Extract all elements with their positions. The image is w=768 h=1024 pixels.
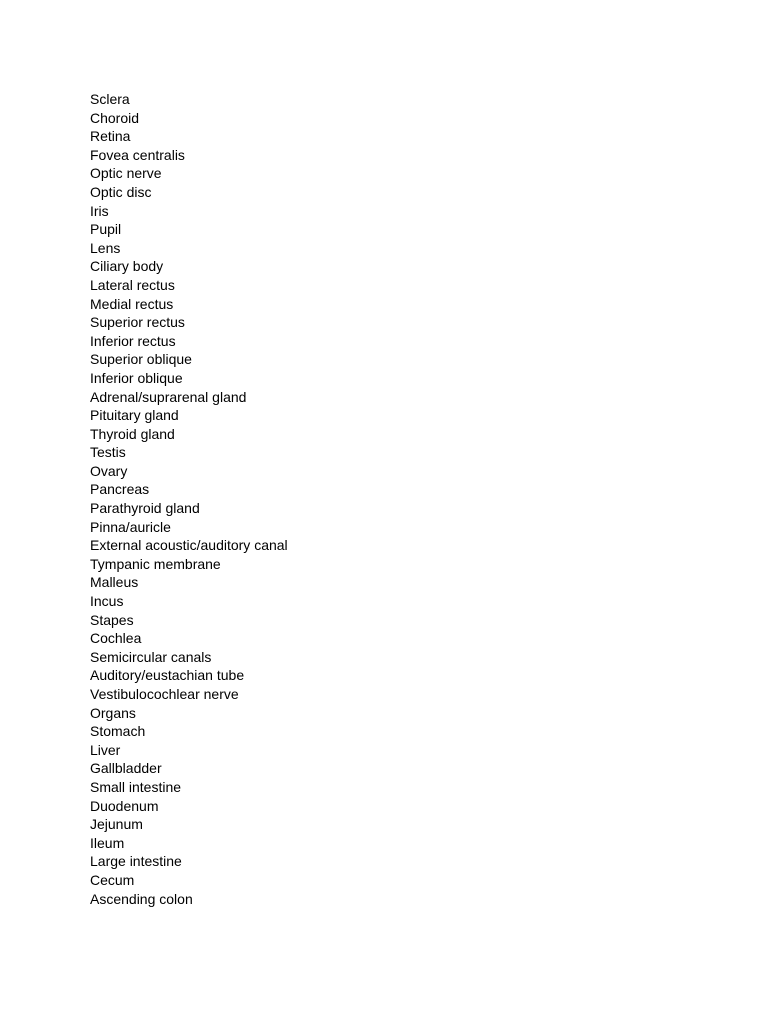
list-item: Iris — [90, 202, 109, 219]
list-item: Fovea centralis — [90, 146, 185, 163]
list-item: Sclera — [90, 91, 130, 107]
list-item: Parathyroid gland — [90, 500, 200, 517]
list-item: Vestibulocochlear nerve — [90, 686, 239, 702]
list-item: Cochlea — [90, 630, 142, 647]
list-item: Optic nerve — [90, 165, 162, 182]
list-item: Auditory/eustachian tube — [90, 667, 245, 684]
list-item: Small intestine — [90, 778, 182, 795]
list-item: Gallbladder — [90, 760, 162, 777]
list-item: Jejunum — [90, 816, 143, 833]
list-item: Testis — [90, 444, 126, 461]
list-item: Duodenum — [90, 797, 159, 814]
list-item: Ileum — [90, 834, 125, 851]
list-item: Optic disc — [90, 183, 152, 200]
list-item: Stapes — [90, 611, 134, 628]
list-item: Pituitary gland — [90, 407, 179, 424]
list-item: Lateral rectus — [90, 276, 175, 293]
list-item: Adrenal/suprarenal gland — [90, 388, 247, 405]
list-item: Inferior rectus — [90, 332, 176, 349]
list-item: Pinna/auricle — [90, 518, 171, 535]
list-item: Tympanic membrane — [90, 555, 221, 572]
list-item: Pupil — [90, 221, 122, 238]
list-item: Semicircular canals — [90, 648, 212, 665]
term-list — [90, 90, 288, 908]
list-item: Choroid — [90, 109, 140, 126]
list-item: External acoustic/auditory canal — [90, 537, 288, 554]
list-item: Ciliary body — [90, 258, 164, 275]
list-item: Liver — [90, 741, 121, 758]
list-item: Superior rectus — [90, 314, 185, 331]
list-item: Stomach — [90, 723, 146, 740]
list-item: Lens — [90, 239, 121, 256]
list-item: Inferior oblique — [90, 369, 183, 386]
list-item: Large intestine — [90, 853, 182, 870]
list-item: Ovary — [90, 462, 128, 479]
list-item: Medial rectus — [90, 295, 174, 312]
list-item: Superior oblique — [90, 351, 192, 368]
list-item: Pancreas — [90, 481, 150, 498]
list-item: Organs — [90, 704, 136, 721]
list-item: Retina — [90, 128, 131, 145]
list-item: Ascending colon — [90, 890, 193, 907]
list-item: Cecum — [90, 871, 135, 888]
list-item: Thyroid gland — [90, 425, 175, 442]
list-item: Malleus — [90, 574, 139, 591]
list-item: Incus — [90, 593, 124, 610]
